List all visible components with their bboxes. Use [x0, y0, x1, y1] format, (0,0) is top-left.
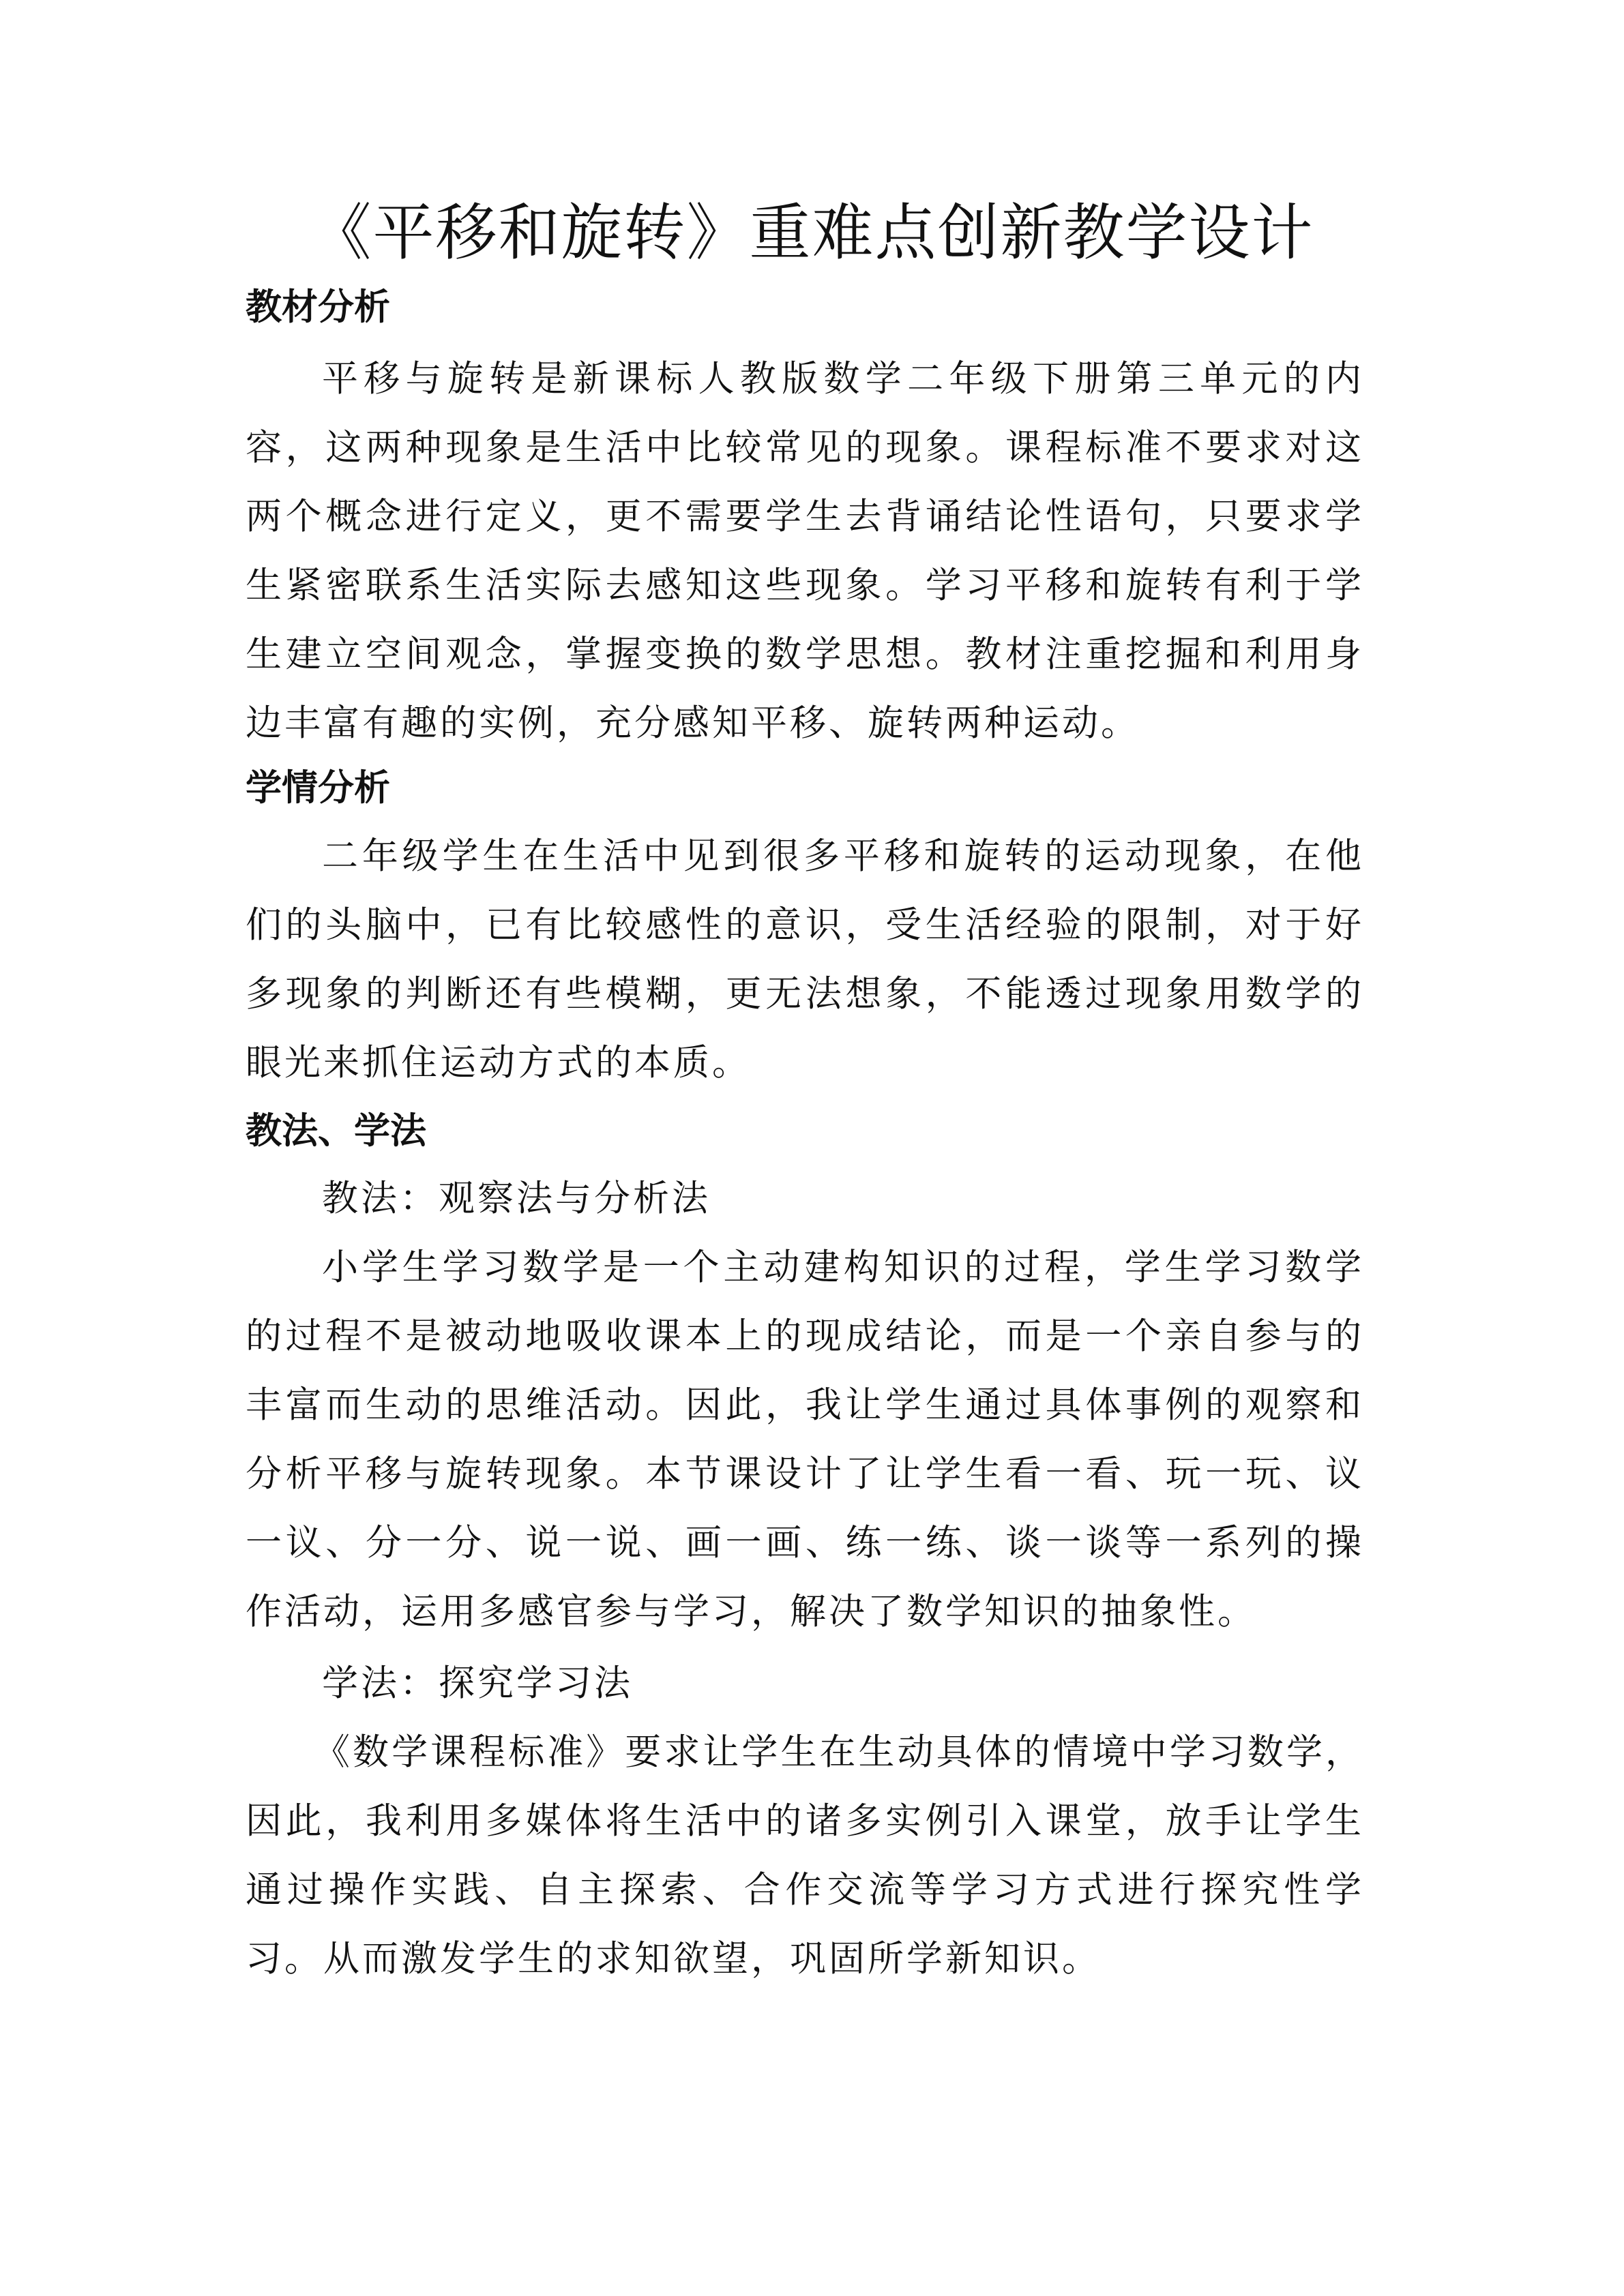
- section-heading-methods: 教法、学法: [246, 1109, 426, 1152]
- learning-method-label: 学法：探究学习法: [322, 1663, 633, 1704]
- paragraph-textbook-analysis: 平移与旋转是新课标人教版数学二年级下册第三单元的内容，这两种现象是生活中比较常见的现象。课程标准不要求对这两个概念进行定义，更不需要学生去背诵结论性语句，只要求学生紧密联系生活实际去感知这些现象。学习平移和旋转有利于学生建立空间观念，掌握变换的数学思想。教材注重挖掘和利用身边丰富有趣的实例，充分感知平移、旋转两种运动。: [246, 358, 1364, 744]
- document-title: 《平移和旋转》重难点创新教学设计: [310, 197, 1314, 269]
- section-heading-textbook-analysis: 教材分析: [246, 286, 390, 328]
- teaching-method-label: 教法：观察法与分析法: [322, 1178, 711, 1219]
- section-heading-student-analysis: 学情分析: [246, 766, 390, 809]
- paragraph-learning-method: 《数学课程标准》要求让学生在生动具体的情境中学习数学，因此，我利用多媒体将生活中的诸多实例引入课堂，放手让学生通过操作实践、自主探索、合作交流等学习方式进行探究性学习。从而激发学生的求知欲望，巩固所学新知识。: [246, 1731, 1364, 1980]
- paragraph-teaching-method: 小学生学习数学是一个主动建构知识的过程，学生学习数学的过程不是被动地吸收课本上的现成结论，而是一个亲自参与的丰富而生动的思维活动。因此，我让学生通过具体事例的观察和分析平移与旋转现象。本节课设计了让学生看一看、玩一玩、议一议、分一分、说一说、画一画、练一练、谈一谈等一系列的操作活动，运用多感官参与学习，解决了数学知识的抽象性。: [246, 1247, 1364, 1632]
- paragraph-student-analysis: 二年级学生在生活中见到很多平移和旋转的运动现象，在他们的头脑中，已有比较感性的意识，受生活经验的限制，对于好多现象的判断还有些模糊，更无法想象，不能透过现象用数学的眼光来抓住运动方式的本质。: [246, 835, 1364, 1084]
